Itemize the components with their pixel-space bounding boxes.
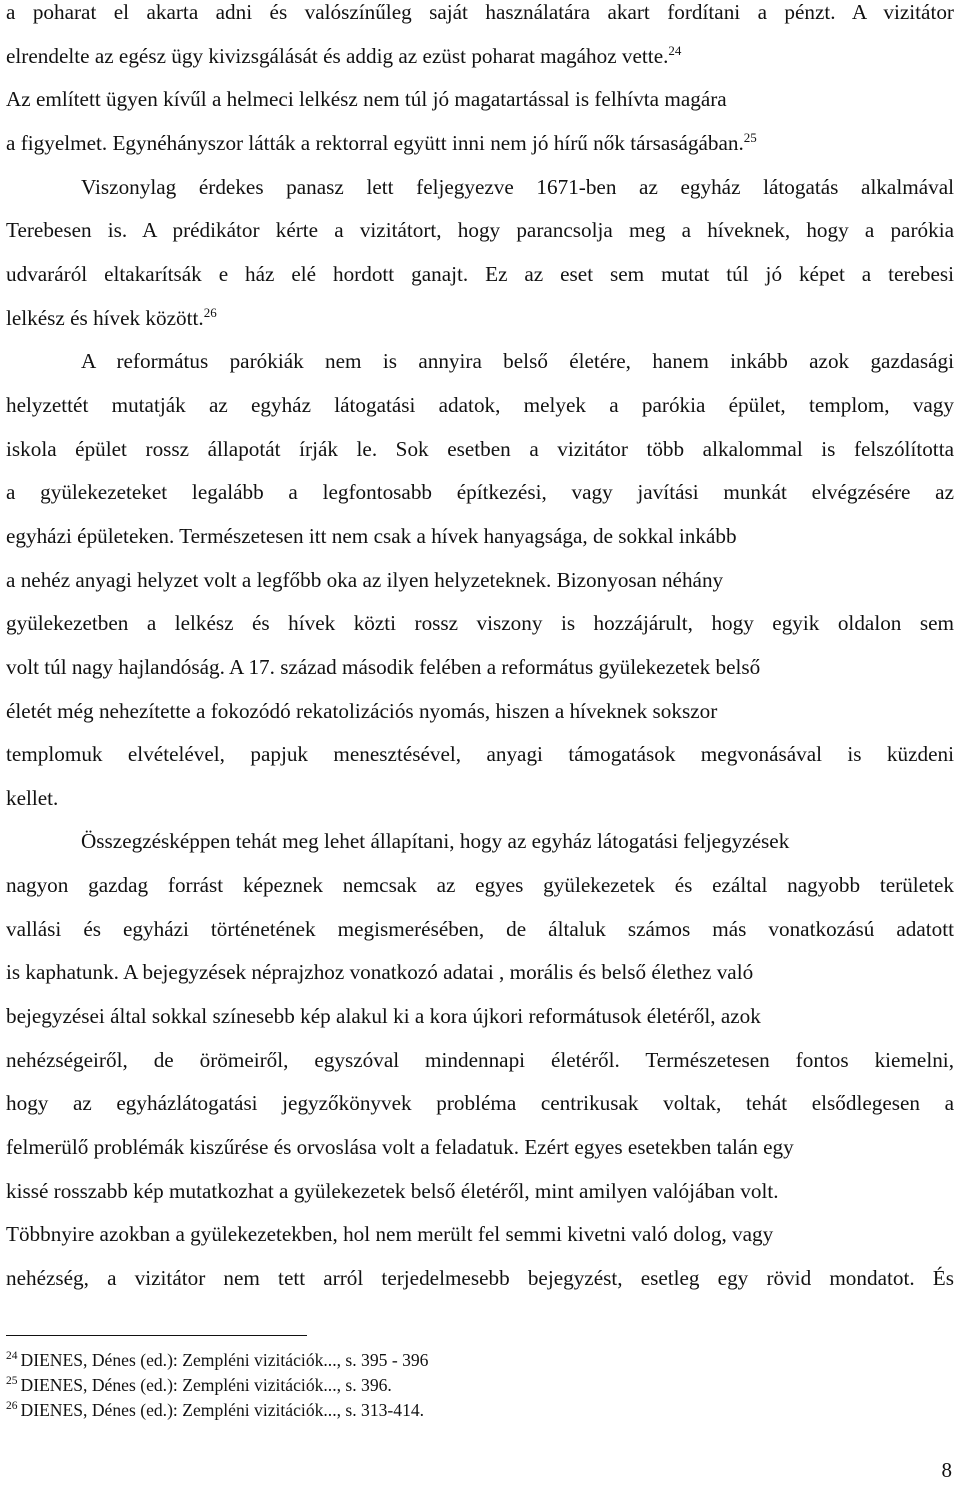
text-line: a gyülekezeteket legalább a legfontosabb építkezési, vagy javítási munkát elvégzésére az <box>6 480 954 505</box>
page-number: 8 <box>941 1458 952 1482</box>
text-line: a figyelmet. Egynéhányszor látták a rektorral együtt inni nem jó hírű nők társaságában.$^{25}$ <box>6 129 757 155</box>
text-line: volt túl nagy hajlandóság. A 17. század második felében a református gyülekezetek belső <box>6 654 761 679</box>
footnote <box>6 1398 906 1423</box>
footnote-text: DIENES, Dénes (ed.): Zempléni vizitációk..., s. 396. <box>20 1375 392 1395</box>
text-line: helyzettét mutatják az egyház látogatási adatok, melyek a parókia épület, templom, vagy <box>6 392 954 417</box>
text-line: A református parókiák nem is annyira belső életére, hanem inkább azok gazdasági <box>81 349 954 374</box>
body-text <box>6 0 954 1301</box>
footnote-reference[interactable]: 24 <box>668 42 682 58</box>
footnote-reference[interactable]: 25 <box>743 129 757 145</box>
text-line: is kaphatunk. A bejegyzések néprajzhoz vonatkozó adatai , morális és belső élethez való <box>6 960 754 985</box>
footnotes <box>6 1348 906 1423</box>
footnote <box>6 1373 906 1398</box>
footnote-number: 24 <box>6 1350 18 1363</box>
text-line: a poharat el akarta adni és valószínűleg saját használatára akart fordítani a pénzt. A vizitátor <box>6 0 954 24</box>
footnote-number: 25 <box>6 1375 18 1388</box>
text-line: templomuk elvételével, papjuk menesztésével, anyagi támogatások megvonásával is küzdeni <box>6 742 954 767</box>
text-line: vallási és egyházi történetének megismerésében, de általuk számos más vonatkozású adatott <box>6 916 954 941</box>
text-line: Viszonylag érdekes panasz lett feljegyezve 1671-ben az egyház látogatás alkalmával <box>81 174 954 199</box>
text-line: Többnyire azokban a gyülekezetekben, hol nem merült fel semmi kivetni való dolog, vagy <box>6 1222 774 1247</box>
text-line: Összegzésképpen tehát meg lehet állapítani, hogy az egyház látogatási feljegyzések <box>81 829 790 854</box>
text-line: hogy az egyházlátogatási jegyzőkönyvek probléma centrikusak voltak, tehát elsődlegesen a <box>6 1091 954 1116</box>
text-line: gyülekezetben a lelkész és hívek közti rossz viszony is hozzájárult, hogy egyik oldalon sem <box>6 611 954 636</box>
text-line: életét még nehezítette a fokozódó rekatolizációs nyomás, hiszen a híveknek sokszor <box>6 698 718 723</box>
text-line: lelkész és hívek között.$^{26}$ <box>6 304 217 330</box>
text-line: nagyon gazdag forrást képeznek nemcsak az egyes gyülekezetek és ezáltal nagyobb területek <box>6 873 954 898</box>
text-line: iskola épület rossz állapotát írják le. Sok esetben a vizitátor több alkalommal is felszólította <box>6 436 954 461</box>
text-line: nehézség, a vizitátor nem tett arról terjedelmesebb bejegyzést, esetleg egy rövid mondatot. És <box>6 1266 954 1291</box>
text-line: kissé rosszabb kép mutatkozhat a gyülekezetek belső életéről, mint amilyen valójában volt. <box>6 1178 779 1203</box>
footnote-reference[interactable]: 26 <box>203 304 217 320</box>
text-line: egyházi épületeken. Természetesen itt nem csak a hívek hanyagsága, de sokkal inkább <box>6 523 737 548</box>
footnote-separator <box>6 1335 307 1336</box>
text-line: nehézségeiről, de örömeiről, egyszóval mindennapi életéről. Természetesen fontos kiemelni, <box>6 1047 954 1072</box>
text-line: a nehéz anyagi helyzet volt a legfőbb oka az ilyen helyzeteknek. Bizonyosan néhány <box>6 567 724 592</box>
text-line: bejegyzései által sokkal színesebb kép alakul ki a kora újkori reformátusok életéről, azok <box>6 1004 761 1029</box>
text-line: elrendelte az egész ügy kivizsgálását és addig az ezüst poharat magához vette.$^{24}$ <box>6 42 682 68</box>
text-line: Terebesen is. A prédikátor kérte a vizitátort, hogy parancsolja meg a híveknek, hogy a parókia <box>6 218 954 243</box>
footnote <box>6 1348 906 1373</box>
text-line: kellet. <box>6 785 59 810</box>
text-line: felmerülő problémák kiszűrése és orvoslása volt a feladatuk. Ezért egyes esetekben talán egy <box>6 1135 794 1160</box>
text-line: Az említett ügyen kívűl a helmeci lelkész nem túl jó magatartással is felhívta magára <box>6 87 727 112</box>
text-line: udvaráról eltakarítsák e ház elé hordott ganajt. Ez az eset sem mutat túl jó képet a terebesi <box>6 261 954 286</box>
footnote-text: DIENES, Dénes (ed.): Zempléni vizitációk..., s. 313-414. <box>20 1400 425 1420</box>
footnote-number: 26 <box>6 1400 18 1413</box>
footnote-text: DIENES, Dénes (ed.): Zempléni vizitációk..., s. 395 - 396 <box>20 1350 429 1370</box>
